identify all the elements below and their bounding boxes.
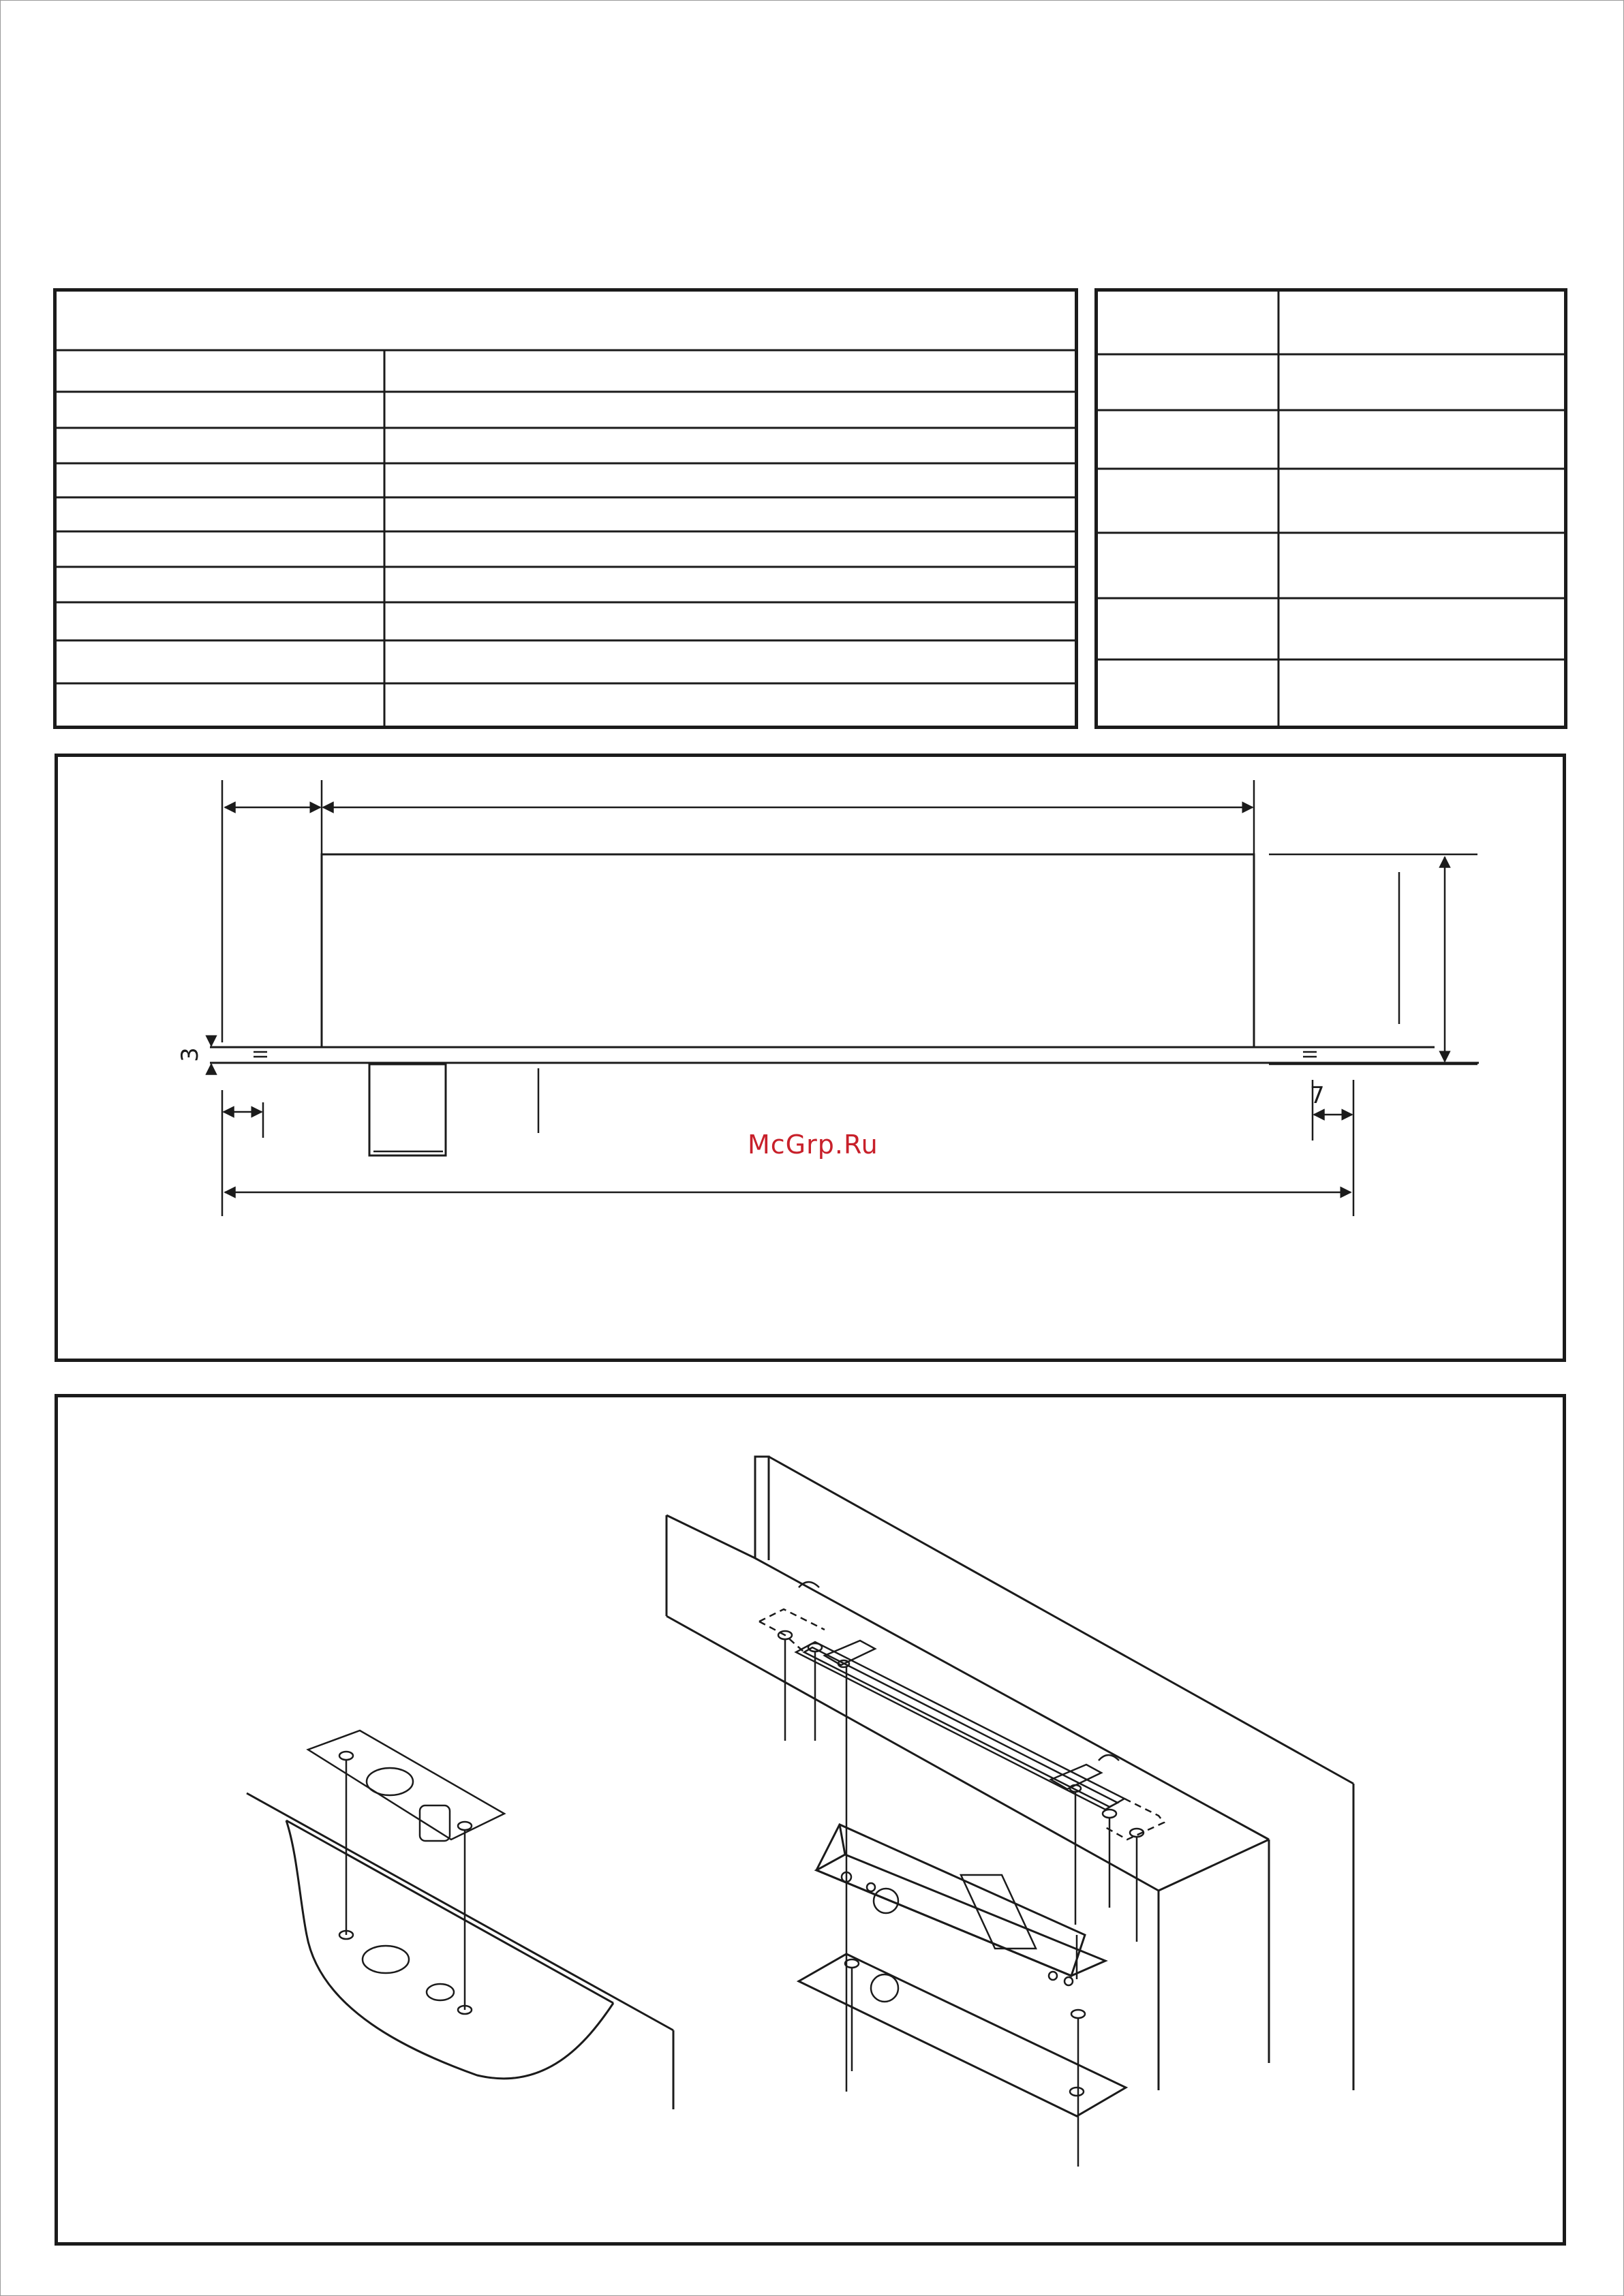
dim-label-right-offset: 7 xyxy=(1310,1082,1325,1109)
watermark: McGrp.Ru xyxy=(748,1130,878,1160)
dim-label-plate-thickness: 3 xyxy=(176,1047,204,1062)
